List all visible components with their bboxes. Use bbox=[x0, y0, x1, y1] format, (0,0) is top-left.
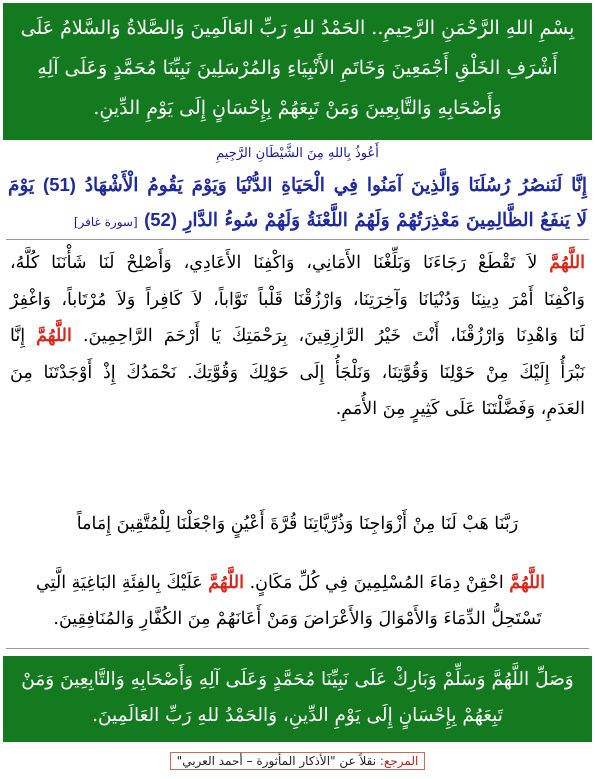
reference-note bbox=[0, 752, 595, 770]
quran-verse-block bbox=[8, 168, 587, 239]
verse-52-text: لَا يَنفَعُ الظَّالِمِينَ مَعْذِرَتُهُمْ وَلَهُمُ اللَّعْنَةُ وَلَهُمْ سُوءُ الدَّارِ bbox=[183, 210, 587, 231]
dua-line-4: نَبْرَأُ إِلَيْكَ مِنْ حَوْلِنَا وَقُوَّتِنَا، وَنَلْجَأُ إِلَى حَوْلِكَ وَقُوَّتِكَ. نَحْمَدُكَ إِذْ أَوْجَدْتَنَا مِنَ bbox=[10, 362, 585, 383]
muslims-supplication-block bbox=[10, 565, 585, 637]
dua2-line-2: تَسْتَحِلُّ الدِّمَاءَ وَالأَمْوَالَ وَالأَعْرَاضَ وَمَنْ أَعَانَهُمْ مِنَ الكُفَّارِ وَالمُنَافِقِينَ. bbox=[53, 609, 542, 629]
dua-line-3-end: إِنَّا bbox=[10, 326, 26, 346]
opening-line-1: بِسْمِ اللهِ الرَّحْمَنِ الرَّحِيمِ.. الحَمْدُ للهِ رَبِّ العَالَمِينَ وَالصَّلاةُ وَالسَّلامُ عَلَى bbox=[20, 17, 575, 39]
verse-52-start: يَوْمَ bbox=[8, 175, 35, 196]
supplication-block bbox=[10, 245, 585, 428]
reference-label: المرجع: bbox=[379, 754, 419, 768]
verse-51-text: إِنَّا لَنَنصُرُ رُسُلَنَا وَالَّذِينَ آمَنُوا فِي الْحَيَاةِ الدُّنْيَا وَيَوْمَ يَقُومُ الْأَشْهَادُ bbox=[84, 175, 587, 196]
quran-supplication: رَبَّنَا هَبْ لَنَا مِنْ أَزْوَاجِنَا وَذُرِّيَّاتِنَا قُرَّةَ أَعْيُنٍ وَاجْعَلْنَا لِلْمُتَّقِينَ إِمَاماً bbox=[76, 514, 519, 534]
divider-2 bbox=[6, 648, 589, 649]
divider-1 bbox=[6, 239, 589, 240]
opening-line-2: أَشْرَفِ الخَلْقِ أَجْمَعِينَ وَخَاتَمِ الأَنْبِيَاءِ وَالمُرْسَلِينَ نَبِيِّنَا مُحَمَّدٍ وَعَلَى آلِهِ bbox=[37, 57, 558, 79]
dua-line-5: العَدَمِ، وَفَضَّلْتَنَا عَلَى كَثِيرٍ مِنَ الأُمَمِ. bbox=[335, 399, 585, 419]
dua-line-2: وَاكْفِنَا أَمْرَ دِينِنَا وَدُنْيَانَا وَآخِرَتِنَا، وَارْزُقْنَا قَلْباً تَوَّاباً، لاَ كَافِراً وَلاَ مُرْتَاباً، وَاغْفِرْ bbox=[10, 289, 585, 310]
closing-line-1: وَصَلِّ اللَّهُمَّ وَسَلِّمْ وَبَارِكْ عَلَى نَبِيِّنَا مُحَمَّدٍ وَعَلَى آلِهِ وَأَصْحَابِهِ وَالتَّابِعِينَ وَمَنْ bbox=[21, 669, 574, 690]
dua-line-1-text: لاَ تَقْطَعْ رَجَاءَنَا وَبَلِّغْنَا الأَمَانِي، وَاكْفِنَا الأَعَادِي، وَأَصْلِحْ لَنَا شَأْنَنَا كُلَّهُ، bbox=[10, 253, 538, 273]
closing-banner bbox=[3, 656, 592, 742]
allahumma-highlight: اللَّهُمَّ bbox=[509, 573, 545, 593]
reference-box bbox=[170, 752, 426, 770]
opening-line-3: وَأَصْحَابِهِ وَالتَّابِعِينَ وَمَنْ تَبِعَهُمْ بِإِحْسَانٍ إِلَى يَوْمِ الدِّينِ. bbox=[93, 97, 502, 119]
closing-line-2: تَبِعَهُمْ بِإِحْسَانٍ إِلَى يَوْمِ الدِّينِ، وَالحَمْدُ للهِ رَبِّ العَالَمِينَ. bbox=[92, 705, 503, 726]
dua2-text-2: عَلَيْكَ بِالفِئَةِ البَاغِيَةِ الَّتِي bbox=[36, 573, 203, 593]
istiadha-heading: أَعُوذُ بِاللهِ مِنَ الشَّيْطَانِ الرَّجِيمِ bbox=[216, 146, 379, 161]
dua2-line-1 bbox=[10, 565, 585, 601]
surah-name: [سورة غافر] bbox=[73, 215, 138, 229]
allahumma-highlight: اللَّهُمَّ bbox=[549, 253, 585, 273]
dua-line-1 bbox=[10, 245, 585, 282]
dua-line-3 bbox=[10, 318, 585, 355]
verse-number-52: (52) bbox=[144, 209, 178, 230]
dua2-text-1: احْقِنْ دِمَاءَ المُسْلِمِينَ فِي كُلِّ مَكَانٍ. bbox=[249, 573, 504, 593]
allahumma-highlight: اللَّهُمَّ bbox=[36, 326, 72, 346]
verse-line-1 bbox=[8, 168, 587, 203]
verse-number-51: (51) bbox=[43, 174, 76, 195]
dua-line-3-text: لَنَا وَاهْدِنَا وَارْزُقْنَا، أَنْتَ خَيْرُ الرَّازِقِينَ، بِرَحْمَتِكَ يَا أَرْحَمَ الرَّاحِمِينَ. bbox=[82, 326, 585, 346]
reference-source: نقلاً عن "الأذكار المأثورة – أحمد العربي" bbox=[176, 754, 377, 768]
allahumma-highlight: اللَّهُمَّ bbox=[208, 573, 244, 593]
verse-line-2 bbox=[8, 203, 587, 239]
opening-banner bbox=[3, 3, 592, 140]
